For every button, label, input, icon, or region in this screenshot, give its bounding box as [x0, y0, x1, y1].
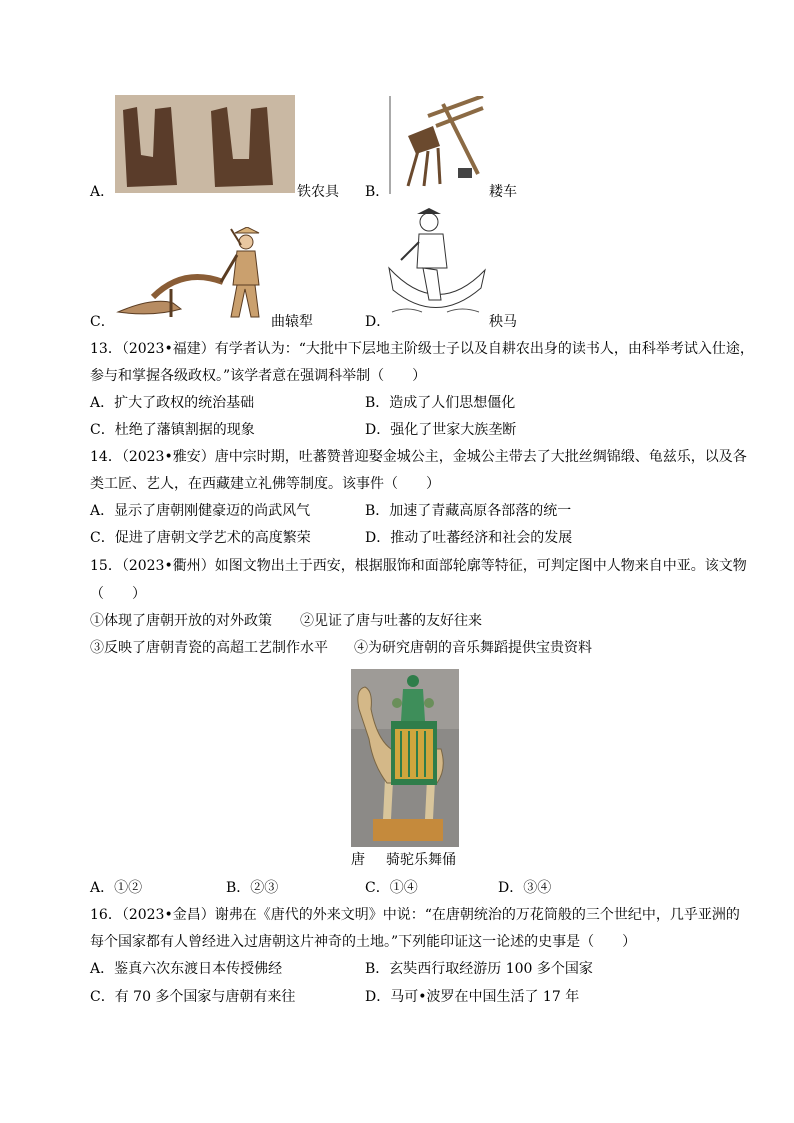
question-stem-line: 16．（2023•金昌）谢弗在《唐代的外来文明》中说：“在唐朝统治的万花筒般的三个世纪中，几乎亚洲的: [90, 907, 740, 923]
option-caption: 秧马: [489, 314, 517, 330]
option-b[interactable]: B．②③: [226, 880, 279, 896]
option-d[interactable]: D．马可•波罗在中国生活了 17 年: [365, 989, 580, 1005]
option-c[interactable]: C．杜绝了藩镇割据的现象: [90, 422, 255, 438]
option-letter: D．: [365, 314, 391, 330]
option-letter: A．: [90, 184, 115, 200]
question-stem-line: 参与和掌握各级政权。”该学者意在强调科举制（ ）: [90, 368, 427, 384]
option-caption: 铁农具: [297, 184, 339, 200]
option-a[interactable]: A．①②: [90, 880, 143, 896]
option-c[interactable]: C．促进了唐朝文学艺术的高度繁荣: [90, 530, 311, 546]
question-stem-line: 每个国家都有人曾经进入过唐朝这片神奇的土地。”下列能印证这一论述的史事是（ ）: [90, 934, 637, 950]
option-letter: B．: [365, 184, 390, 200]
iron-tools-image: [115, 95, 295, 193]
statement-4: ④为研究唐朝的音乐舞蹈提供宝贵资料: [354, 640, 592, 656]
option-a[interactable]: A．鉴真六次东渡日本传授佛经: [90, 961, 283, 977]
option-d[interactable]: D．强化了世家大族垄断: [365, 422, 517, 438]
option-caption: 耧车: [489, 184, 517, 200]
statement-1: ①体现了唐朝开放的对外政策: [90, 613, 272, 629]
option-b[interactable]: B．造成了人们思想僵化: [365, 395, 516, 411]
option-a[interactable]: A．扩大了政权的统治基础: [90, 395, 255, 411]
figure-caption-dynasty: 唐: [351, 852, 365, 868]
rice-transplanter-image: [387, 208, 487, 328]
camel-figurine-image: [351, 669, 459, 847]
option-a[interactable]: A．显示了唐朝刚健豪迈的尚武风气: [90, 503, 311, 519]
option-caption: 曲辕犁: [271, 314, 313, 330]
statement-2: ②见证了唐与吐蕃的友好往来: [300, 613, 482, 629]
question-stem-line: （ ）: [90, 586, 146, 602]
option-b[interactable]: B．加速了青藏高原各部落的统一: [365, 503, 572, 519]
option-b[interactable]: B．玄奘西行取经游历 100 多个国家: [365, 961, 593, 977]
curved-plow-image: [113, 227, 273, 325]
question-stem-line: 14．（2023•雅安）唐中宗时期，吐蕃赞普迎娶金城公主，金城公主带去了大批丝绸锦缎、龟兹乐，以及各: [90, 449, 747, 465]
option-c[interactable]: C．有 70 多个国家与唐朝有来往: [90, 989, 296, 1005]
question-stem-line: 13．（2023•福建）有学者认为：“大批中下层地主阶级士子以及自耕农出身的读书人，由科举考试入仕途，: [90, 341, 754, 357]
question-stem-line: 15．（2023•衢州）如图文物出土于西安，根据服饰和面部轮廓等特征，可判定图中人物来自中亚。该文物: [90, 558, 747, 574]
seed-drill-image: [388, 96, 488, 194]
figure-caption-name: 骑驼乐舞俑: [386, 852, 456, 868]
option-d[interactable]: D．③④: [498, 880, 552, 896]
option-c[interactable]: C．①④: [365, 880, 418, 896]
option-letter: C．: [90, 314, 115, 330]
statement-3: ③反映了唐朝青瓷的高超工艺制作水平: [90, 640, 328, 656]
option-d[interactable]: D．推动了吐蕃经济和社会的发展: [365, 530, 573, 546]
question-stem-line: 类工匠、艺人，在西藏建立礼佛等制度。该事件（ ）: [90, 476, 440, 492]
